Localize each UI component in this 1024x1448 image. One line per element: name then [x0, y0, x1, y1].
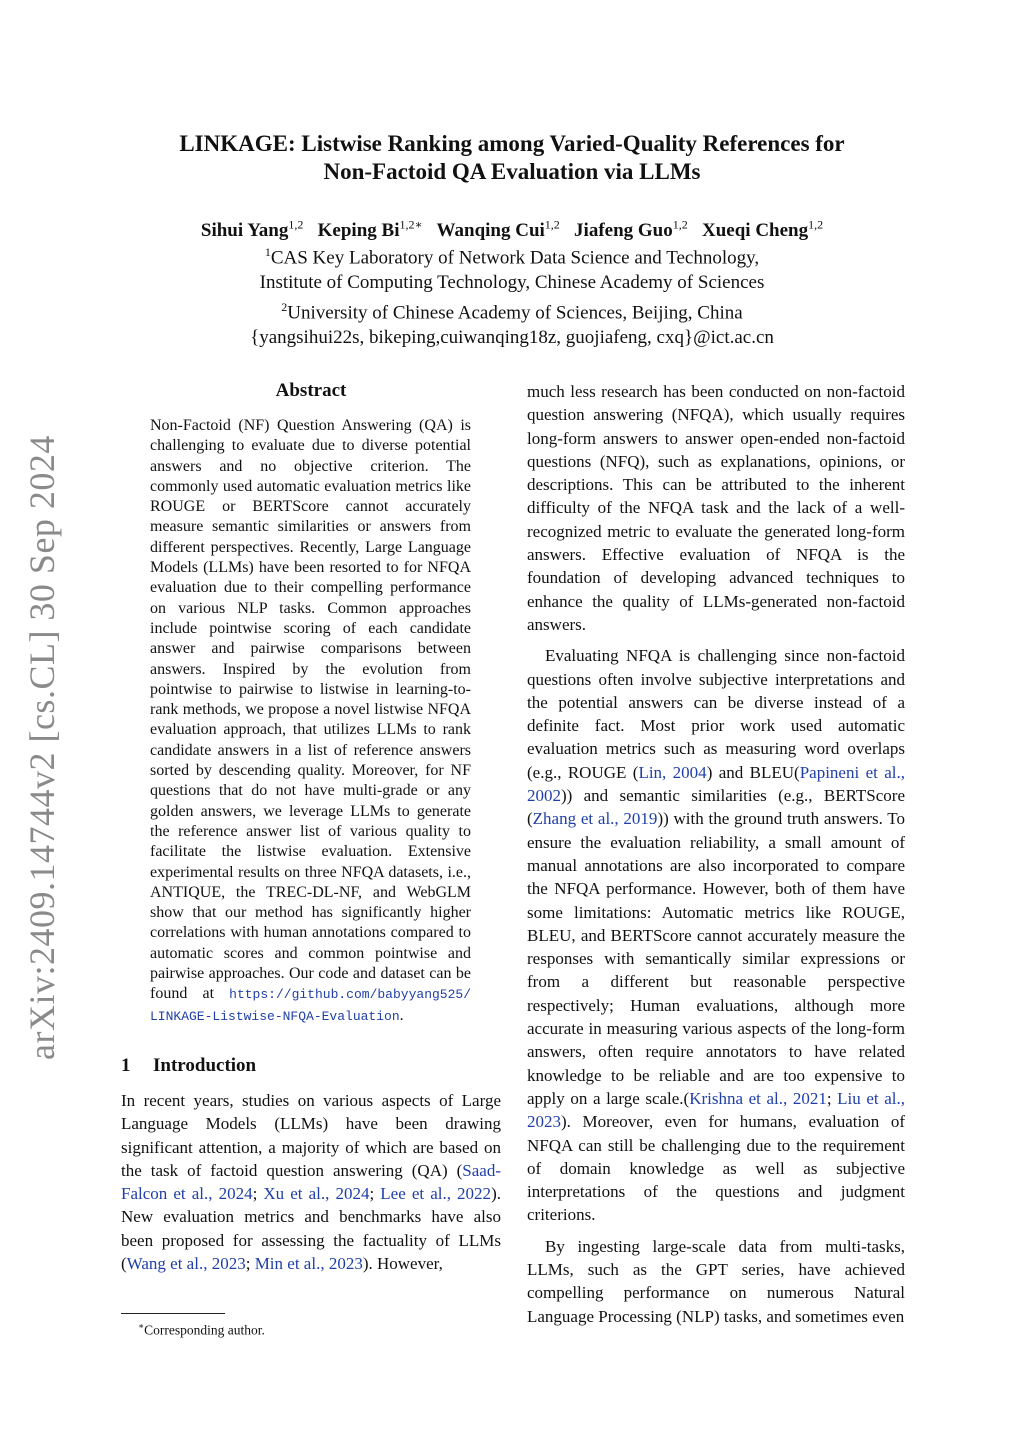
author: Keping $Bi^{1,2∗}$	[317, 218, 423, 242]
citation-link[interactable]: Wang et al., 2023	[126, 1253, 246, 1273]
intro-paragraph-1-cont: much less research has been conducted on non-factoid question answering (NFQA), which usually requires long-form answers to answer open-ended non-factoid questions (NFQ), such as explanations, opinions, or descriptions. This can be attributed to the inherent difficulty of the NFQA task and the lack of a well-recognized metric to evaluate the generated long-form answers. Effective evaluation of NFQA is the foundation of developing advanced techniques to enhance the quality of LLMs-generated non-factoid answers.	[527, 382, 905, 634]
author: Sihui Yang$^{1,2}$	[200, 218, 304, 242]
author: Wanqing Cui$^{1,2}$	[436, 218, 560, 242]
citation-link[interactable]: Saad-Falcon et al., 2024	[121, 1160, 501, 1204]
abstract-body: Non-Factoid (NF) Question Answering (QA) is challenging to evaluate due to diverse potential answers and no objective criterion. The commonly used automatic evaluation metrics like ROUGE or BERTScore cannot accurately measure semantic similarities or answers from different perspectives. Recently, Large Language Models (LLMs) have been resorted to for NFQA evaluation due to their compelling performance on various NLP tasks. Common approaches include pointwise scoring of each candidate answer and pairwise comparisons between answers. Inspired by the evolution from pointwise to pairwise to listwise in learning-to-rank methods, we propose a novel listwise NFQA evaluation approach, that utilizes LLMs to rank candidate answers in a list of reference answers sorted by descending quality. Moreover, for NF questions that do not have multi-grade or any golden answers, we leverage LLMs to generate the reference answer list of various quality to facilitate the listwise evaluation. Extensive experimental results on three NFQA datasets, i.e., ANTIQUE, the TREC-DL-NF, and WebGLM show that our method has significantly higher correlations with human annotations compared to automatic scores and common pointwise and pairwise approaches. Our code and dataset can be found at https://github.com/babyyang525/ LINKAGE-Listwise-NFQA-Evaluation.	[150, 417, 471, 1024]
affiliations	[120, 240, 904, 351]
code-link[interactable]: https://github.com/babyyang525/ LINKAGE-Listwise-NFQA-Evaluation	[150, 987, 471, 1024]
arxiv-identifier: arXiv:2409.14744v2 [cs.CL] 30 Sep 2024	[22, 435, 62, 1060]
affiliation-2: $^2$University of Chinese Academy of Sciences, Beijing, China	[281, 300, 743, 324]
author-emails: {yangsihui22s, bikeping,cuiwanqing18z, guojiafeng, cxq}@ict.ac.cn	[250, 327, 774, 349]
title-line-1: LINKAGE: Listwise Ranking among Varied-Quality References for	[179, 131, 845, 156]
left-column	[121, 380, 501, 1275]
title-line-2: Non-Factoid QA Evaluation via LLMs	[323, 159, 701, 184]
citation-link[interactable]: Zhang et al., 2019	[532, 809, 658, 829]
citation-link[interactable]: Liu et al., 2023	[527, 1088, 905, 1132]
citation-link[interactable]: Lee et al., 2022	[380, 1184, 492, 1204]
right-column	[527, 380, 905, 1328]
citation-link[interactable]: Krishna et al., 2021	[689, 1088, 827, 1108]
intro-paragraph-2: Evaluating NFQA is challenging since non-factoid questions often involve subjective interpretations and the potential answers can be diverse instead of a definite fact. Most prior work used automatic evaluation metrics such as measuring word overlaps (e.g., ROUGE (Lin, 2004) and BLEU(Papineni et al., 2002)) and semantic similarities (e.g., BERTScore (Zhang et al., 2019)) with the ground truth answers. To ensure the evaluation reliability, a small amount of manual annotations are also incorporated to compare the NFQA performance. However, both of them have some limitations: Automatic metrics like ROUGE, BLEU, and BERTScore cannot accurately measure the responses with semantically similar expressions or from a different but reasonable perspective respectively; Human evaluations, although more accurate in measuring various aspects of the long-form answers, often require annotators to have related knowledge to be reliable and are too expensive to apply on a large scale.(Krishna et al., 2021; Liu et al., 2023). Moreover, even for humans, evaluation of NFQA can still be challenging due to the requirement of domain knowledge as well as subjective interpretations of the questions and judgment criterions.	[527, 646, 906, 1225]
footnote-rule	[121, 1313, 225, 1314]
citation-link[interactable]: Lin, 2004	[638, 762, 707, 782]
citation-link[interactable]: Min et al., 2023	[254, 1253, 363, 1273]
intro-paragraph-1: In recent years, studies on various aspects of Large Language Models (LLMs) have been drawing significant attention, a majority of which are based on the task of factoid question answering (QA) (Saad-Falcon et al., 2024; Xu et al., 2024; Lee et al., 2022). New evaluation metrics and benchmarks have also been proposed for assessing the factuality of LLMs (Wang et al., 2023; Min et al., 2023). However,	[121, 1090, 501, 1273]
affiliation-1: $^1$CAS Key Laboratory of Network Data Science and Technology,	[264, 245, 760, 269]
citation-link[interactable]: Papineni et al., 2002	[527, 762, 905, 806]
affiliation-1-cont: Institute of Computing Technology, Chinese Academy of Sciences	[259, 271, 765, 293]
citation-link[interactable]: Xu et al., 2024	[263, 1184, 370, 1204]
author: Jiafeng Guo$^{1,2}$	[574, 218, 688, 242]
footnote: ∗Corresponding author.	[138, 1321, 265, 1338]
abstract-heading: Abstract	[275, 380, 347, 401]
section-heading-introduction: 1 Introduction	[121, 1054, 257, 1076]
author: Xueqi Cheng$^{1,2}$	[702, 218, 824, 242]
intro-paragraph-3: By ingesting large-scale data from multi-tasks, LLMs, such as the GPT series, have achieved compelling performance on numerous Natural Language Processing (NLP) tasks, and sometimes even	[527, 1236, 905, 1326]
paper-title	[120, 130, 904, 186]
